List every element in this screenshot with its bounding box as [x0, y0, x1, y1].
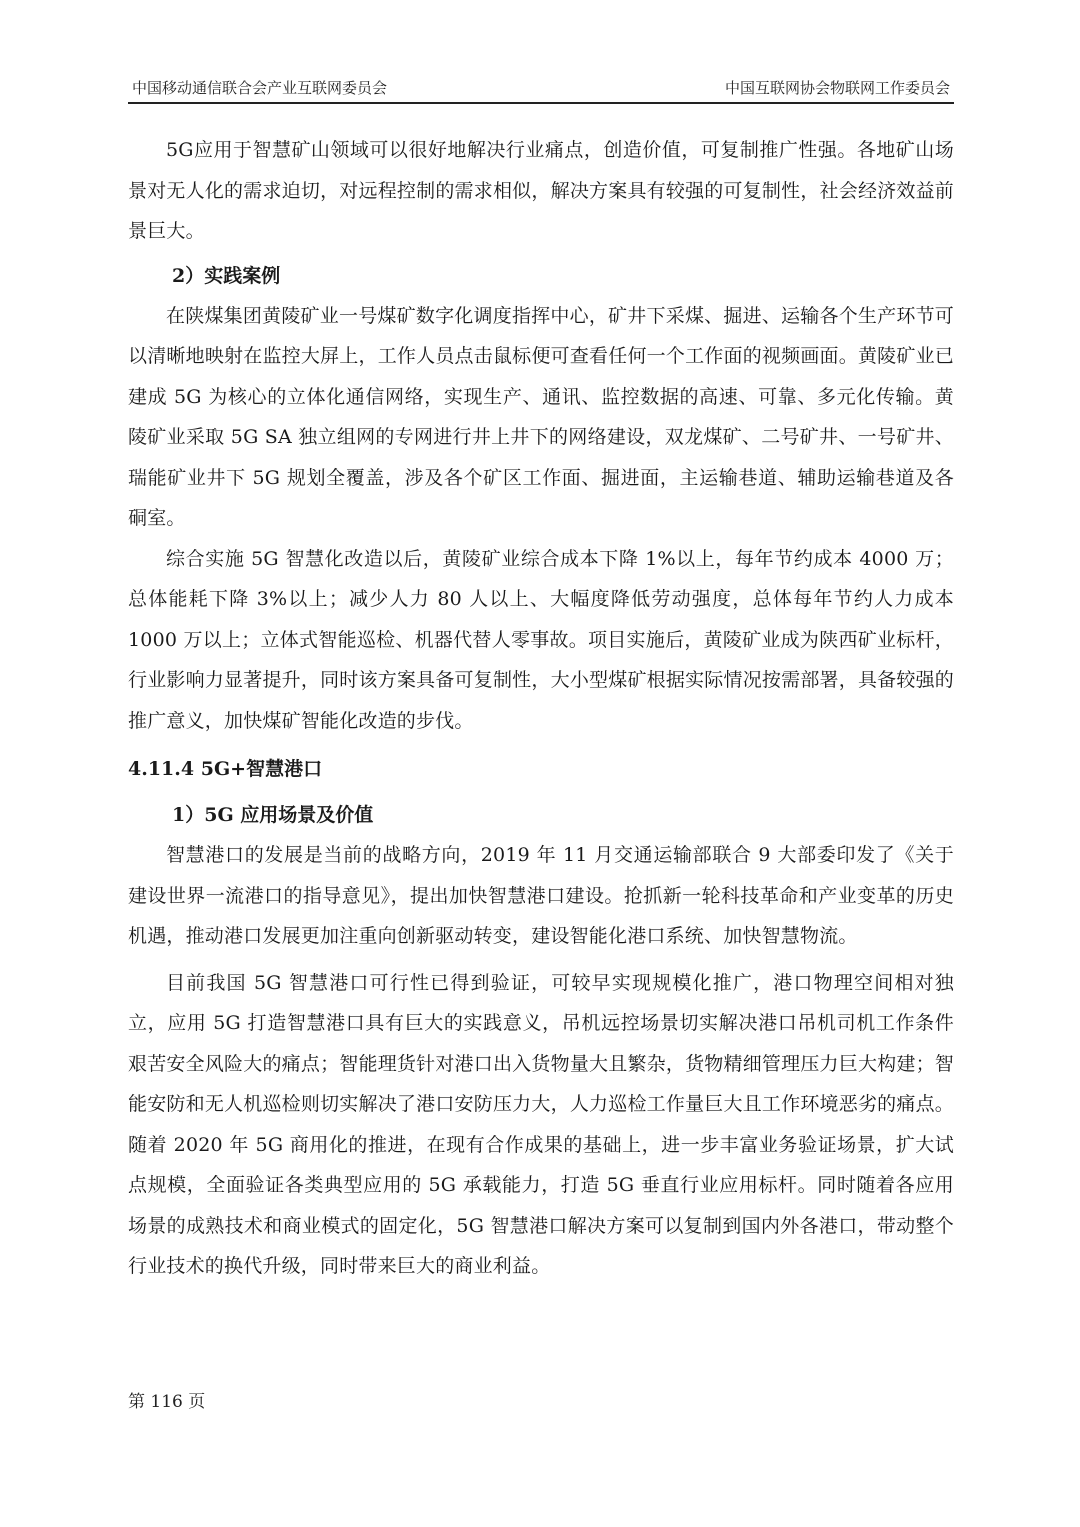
paragraph-mining-value: 5G应用于智慧矿山领域可以很好地解决行业痛点，创造价值，可复制推广性强。各地矿山场景对无人化的需求迫切，对远程控制的需求相似，解决方案具有较强的可复制性，社会经济效益前景巨大。	[128, 139, 954, 242]
page-header	[128, 76, 954, 104]
header-right-org: 中国互联网协会物联网工作委员会	[724, 79, 950, 97]
section-heading-smart-port: 4.11.4 5G+智慧港口	[128, 758, 323, 780]
paragraph-port-strategy: 智慧港口的发展是当前的战略方向，2019 年 11 月交通运输部联合 9 大部委印发了《关于建设世界一流港口的指导意见》，提出加快智慧港口建设。抢抓新一轮科技革命和产业变革的历史机遇，推动港口发展更加注重向创新驱动转变，建设智能化港口系统、加快智慧物流。	[128, 844, 954, 947]
paragraph-huangling-network: 在陕煤集团黄陵矿业一号煤矿数字化调度指挥中心，矿井下采煤、掘进、运输各个生产环节可以清晰地映射在监控大屏上，工作人员点击鼠标便可查看任何一个工作面的视频画面。黄陵矿业已建成 5G 为核心的立体化通信网络，实现生产、通讯、监控数据的高速、可靠、多元化传输。黄陵矿业采取 5G SA 独立组网的专网进行井上井下的网络建设，双龙煤矿、二号矿井、一号矿井、瑞能矿业井下 5G 规划全覆盖，涉及各个矿区工作面、掘进面，主运输巷道、辅助运输巷道及各硐室。	[128, 304, 954, 529]
paragraph-port-feasibility: 目前我国 5G 智慧港口可行性已得到验证，可较早实现规模化推广，港口物理空间相对独立，应用 5G 打造智慧港口具有巨大的实践意义，吊机远控场景切实解决港口吊机司机工作条件艰苦安全风险大的痛点；智能理货针对港口出入货物量大且繁杂，货物精细管理压力巨大构建；智能安防和无人机巡检则切实解决了港口安防压力大，人力巡检工作量巨大且工作环境恶劣的痛点。随着 2020 年 5G 商用化的推进，在现有合作成果的基础上，进一步丰富业务验证场景，扩大试点规模，全面验证各类典型应用的 5G 承载能力，打造 5G 垂直行业应用标杆。同时随着各应用场景的成熟技术和商业模式的固定化，5G 智慧港口解决方案可以复制到国内外各港口，带动整个行业技术的换代升级，同时带来巨大的商业利益。	[128, 971, 954, 1277]
document-body	[128, 130, 954, 1287]
page-number: 第 116 页	[128, 1392, 206, 1412]
header-left-org: 中国移动通信联合会产业互联网委员会	[132, 79, 388, 97]
subheading-port-scenario: 1）5G 应用场景及价值	[172, 804, 374, 826]
paragraph-huangling-benefits: 综合实施 5G 智慧化改造以后，黄陵矿业综合成本下降 1%以上，每年节约成本 4000 万；总体能耗下降 3%以上；减少人力 80 人以上、大幅度降低劳动强度，总体每年节约人力成本 1000 万以上；立体式智能巡检、机器代替人零事故。项目实施后，黄陵矿业成为陕西矿业标杆，行业影响力显著提升，同时该方案具备可复制性，大小型煤矿根据实际情况按需部署，具备较强的推广意义，加快煤矿智能化改造的步伐。	[128, 547, 954, 732]
subheading-practice-case: 2）实践案例	[172, 264, 281, 287]
